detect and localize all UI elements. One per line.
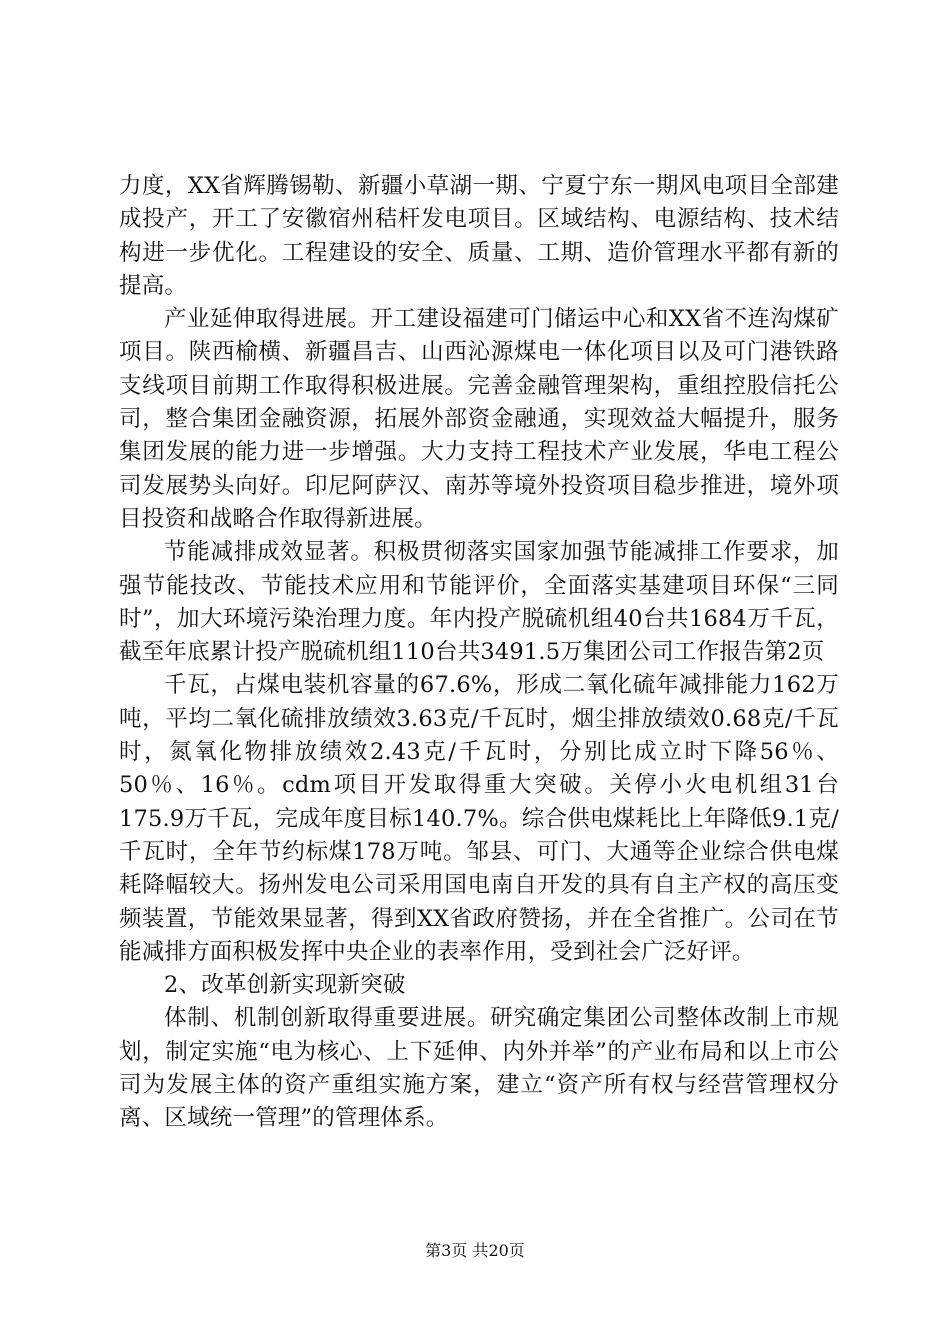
section-heading: 2、改革创新实现新突破 [164,972,406,999]
paragraph-2: 产业延伸取得进展。开工建设福建可门储运中心和XX省不连沟煤矿项目。陕西榆横、新疆昌吉、山西沁源煤电一体化项目以及可门港铁路支线项目前期工作取得积极进展。完善金融管理架构，重组控股信托公司，整合集团金融资源，拓展外部资金融通，实现效益大幅提升，服务集团发展的能力进一步增强。大力支持工程技术产业发展，华电工程公司发展势头向好。印尼阿萨汉、南苏等境外投资项目稳步推进，境外项目投资和战略合作取得新进展。 [119,306,839,532]
paragraph-4: 千瓦，占煤电装机容量的67.6%，形成二氧化硫年减排能力162万吨，平均二氧化硫排放绩效3.63克/千瓦时，烟尘排放绩效0.68克/千瓦时，氮氧化物排放绩效2.43克/千瓦时，分别比成立时下降56％、50％、16％。cdm项目开发取得重大突破。关停小火电机组31台175.9万千瓦，完成年度目标140.7%。综合供电煤耗比上年降低9.1克/千瓦时，全年节约标煤178万吨。邹县、可门、大通等企业综合供电煤耗降幅较大。扬州发电公司采用国电南自开发的具有自主产权的高压变频装置，节能效果显著，得到XX省政府赞扬，并在全省推广。公司在节能减排方面积极发挥中央企业的表率作用，受到社会广泛好评。 [119,672,839,965]
document-body [119,170,839,1136]
paragraph-1: 力度，XX省辉腾锡勒、新疆小草湖一期、宁夏宁东一期风电项目全部建成投产，开工了安徽宿州秸杆发电项目。区域结构、电源结构、技术结构进一步优化。工程建设的安全、质量、工期、造价管理水平都有新的提高。 [119,173,839,299]
paragraph-5: 体制、机制创新取得重要进展。研究确定集团公司整体改制上市规划，制定实施“电为核心、上下延伸、内外并举”的产业布局和以上市公司为发展主体的资产重组实施方案，建立“资产所有权与经营管理权分离、区域统一管理”的管理体系。 [119,1005,839,1132]
page-footer: 第3页 共20页 [425,1241,525,1260]
paragraph-3: 节能减排成效显著。积极贯彻落实国家加强节能减排工作要求，加强节能技改、节能技术应用和节能评价，全面落实基建项目环保“三同时”，加大环境污染治理力度。年内投产脱硫机组40台共1684万千瓦，截至年底累计投产脱硫机组110台共3491.5万集团公司工作报告第2页 [119,539,839,666]
